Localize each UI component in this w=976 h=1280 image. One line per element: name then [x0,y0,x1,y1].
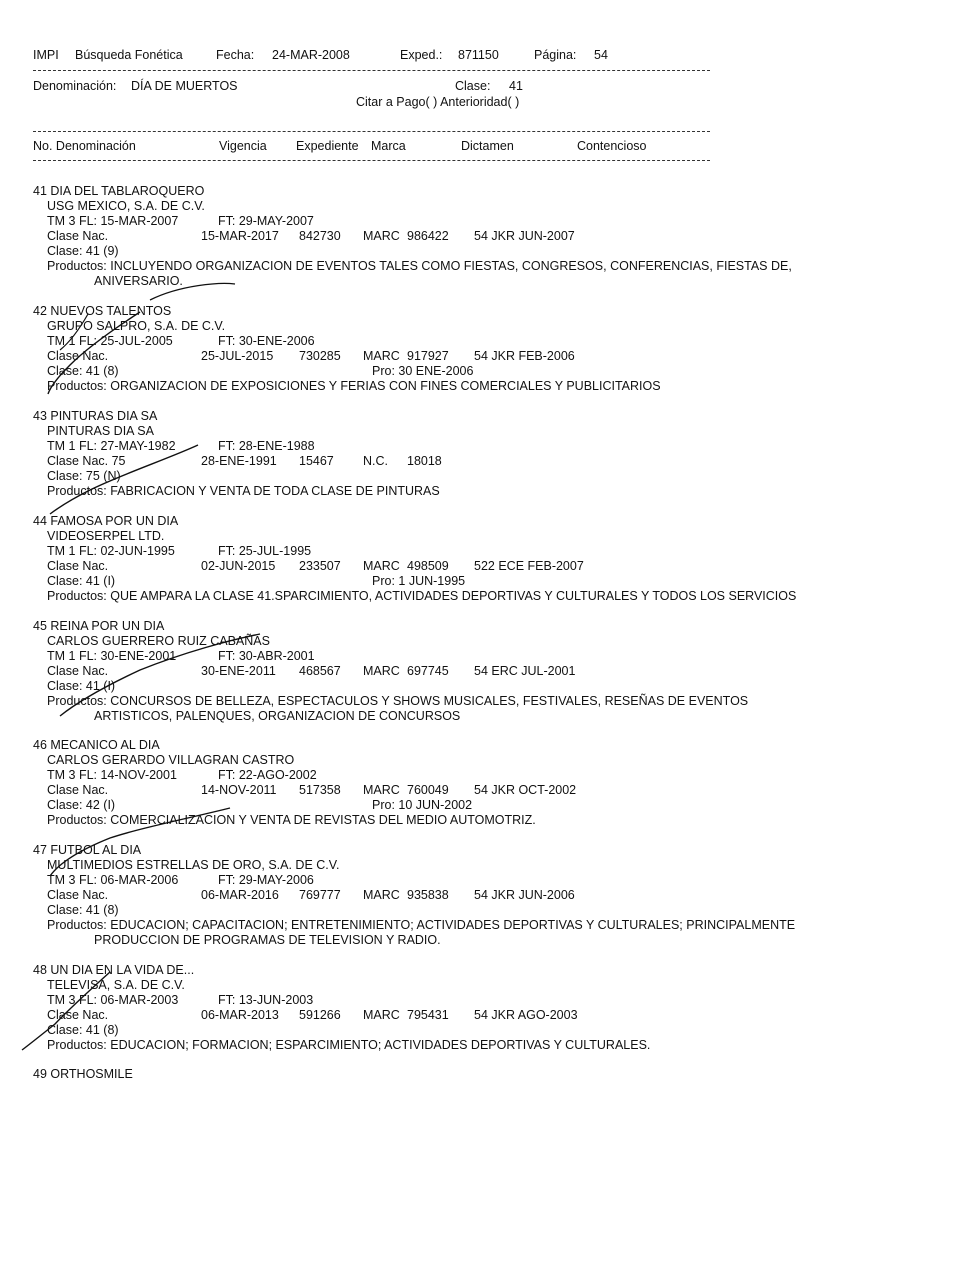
record-marca-no: 498509 [407,559,449,573]
record-expediente: 842730 [299,229,341,243]
record-dictamen: 54 JKR OCT-2002 [474,783,577,797]
record-owner: VIDEOSERPEL LTD. [47,529,165,543]
record-clase-nac: Clase Nac. [47,888,109,902]
record-pro: Pro: 10 JUN-2002 [372,798,473,812]
record-expediente: 591266 [299,1008,341,1022]
record-marca: MARC [363,664,400,678]
record-marca-no: 935838 [407,888,449,902]
record-dictamen: 54 JKR JUN-2006 [474,888,575,902]
record-expediente: 468567 [299,664,341,678]
record-marca-no: 697745 [407,664,449,678]
fecha-label: Fecha: [216,48,255,62]
denominacion-value: DÍA DE MUERTOS [131,79,238,93]
record-dictamen: 54 ERC JUL-2001 [474,664,576,678]
record-vigencia: 02-JUN-2015 [201,559,276,573]
denominacion-label: Denominación: [33,79,117,93]
record-productos: Productos: QUE AMPARA LA CLASE 41.SPARCIMIENTO, ACTIVIDADES DEPORTIVAS Y CULTURALES Y TODOS LOS SERVICIOS [47,589,797,603]
record-marca: N.C. [363,454,388,468]
citar-options: Citar a Pago( ) Anterioridad( ) [356,95,520,109]
record-clase-nac: Clase Nac. [47,229,109,243]
record-vigencia: 30-ENE-2011 [201,664,276,678]
col-expediente: Expediente [296,139,359,153]
record-clase-nac: Clase Nac. [47,783,109,797]
clase-value: 41 [509,79,523,93]
col-vigencia: Vigencia [219,139,267,153]
record-ft: FT: 28-ENE-1988 [218,439,315,453]
record-title: 44 FAMOSA POR UN DIA [33,514,179,528]
record-clase-nac: Clase Nac. [47,1008,109,1022]
record-dictamen: 54 JKR JUN-2007 [474,229,575,243]
record-productos: Productos: EDUCACION; FORMACION; ESPARCIMIENTO; ACTIVIDADES DEPORTIVAS Y CULTURALES. [47,1038,651,1052]
columns-top-divider [33,131,710,132]
record-productos: Productos: EDUCACION; CAPACITACION; ENTRETENIMIENTO; ACTIVIDADES DEPORTIVAS Y CULTURALES; PRINCIPALMENTE [47,918,796,932]
record-marca: MARC [363,349,400,363]
record-expediente: 233507 [299,559,341,573]
record-clase-nac: Clase Nac. [47,559,109,573]
record-clase: Clase: 41 (8) [47,364,119,378]
record-vigencia: 15-MAR-2017 [201,229,279,243]
record-productos: Productos: FABRICACION Y VENTA DE TODA CLASE DE PINTURAS [47,484,440,498]
clase-label: Clase: [455,79,491,93]
record-clase: Clase: 41 (I) [47,679,116,693]
record-owner: TELEVISA, S.A. DE C.V. [47,978,185,992]
record-tm-fl: TM 3 FL: 14-NOV-2001 [47,768,177,782]
record-owner: USG MEXICO, S.A. DE C.V. [47,199,205,213]
record-ft: FT: 25-JUL-1995 [218,544,312,558]
columns-bottom-divider [33,160,710,161]
record-title: 45 REINA POR UN DIA [33,619,165,633]
pagina-value: 54 [594,48,608,62]
record-productos-cont: PRODUCCION DE PROGRAMAS DE TELEVISION Y RADIO. [94,933,441,947]
fecha-value: 24-MAR-2008 [272,48,350,62]
record-clase-nac: Clase Nac. [47,349,109,363]
record-tm-fl: TM 3 FL: 06-MAR-2006 [47,873,179,887]
record-owner: CARLOS GUERRERO RUIZ CABAÑAS [47,634,270,648]
record-expediente: 769777 [299,888,341,902]
col-marca: Marca [371,139,406,153]
report-title: Búsqueda Fonética [75,48,183,62]
record-marca-no: 917927 [407,349,449,363]
record-marca-no: 760049 [407,783,449,797]
record-tm-fl: TM 3 FL: 06-MAR-2003 [47,993,179,1007]
record-clase: Clase: 75 (N) [47,469,121,483]
record-tm-fl: TM 1 FL: 02-JUN-1995 [47,544,175,558]
record-vigencia: 14-NOV-2011 [201,783,277,797]
record-owner: PINTURAS DIA SA [47,424,154,438]
record-marca: MARC [363,559,400,573]
col-denominacion: No. Denominación [33,139,136,153]
record-clase: Clase: 41 (I) [47,574,116,588]
record-ft: FT: 29-MAY-2006 [218,873,314,887]
record-ft: FT: 29-MAY-2007 [218,214,314,228]
record-clase: Clase: 41 (9) [47,244,119,258]
record-title: 42 NUEVOS TALENTOS [33,304,172,318]
record-title: 46 MECANICO AL DIA [33,738,160,752]
record-productos: Productos: INCLUYENDO ORGANIZACION DE EVENTOS TALES COMO FIESTAS, CONGRESOS, CONFERENCIAS, FIESTAS DE, [47,259,792,273]
record-ft: FT: 30-ABR-2001 [218,649,315,663]
record-title: 43 PINTURAS DIA SA [33,409,158,423]
record-productos: Productos: ORGANIZACION DE EXPOSICIONES Y FERIAS CON FINES COMERCIALES Y PUBLICITARIOS [47,379,661,393]
record-marca-no: 986422 [407,229,449,243]
record-marca: MARC [363,888,400,902]
record-marca: MARC [363,1008,400,1022]
record-marca: MARC [363,229,400,243]
record-productos-cont: ARTISTICOS, PALENQUES, ORGANIZACION DE CONCURSOS [94,709,461,723]
record-dictamen: 54 JKR AGO-2003 [474,1008,578,1022]
record-marca-no: 795431 [407,1008,449,1022]
record-vigencia: 28-ENE-1991 [201,454,277,468]
record-pro: Pro: 30 ENE-2006 [372,364,474,378]
record-dictamen: 54 JKR FEB-2006 [474,349,575,363]
last-record-title: 49 ORTHOSMILE [33,1067,133,1081]
record-clase-nac: Clase Nac. 75 [47,454,126,468]
record-title: 48 UN DIA EN LA VIDA DE... [33,963,195,977]
record-tm-fl: TM 1 FL: 30-ENE-2001 [47,649,177,663]
record-vigencia: 06-MAR-2016 [201,888,279,902]
record-tm-fl: TM 1 FL: 25-JUL-2005 [47,334,173,348]
record-expediente: 730285 [299,349,341,363]
record-clase-nac: Clase Nac. [47,664,109,678]
col-contencioso: Contencioso [577,139,647,153]
exped-label: Exped.: [400,48,443,62]
record-ft: FT: 13-JUN-2003 [218,993,314,1007]
record-productos: Productos: CONCURSOS DE BELLEZA, ESPECTACULOS Y SHOWS MUSICALES, FESTIVALES, RESEÑAS DE EVENTOS [47,694,749,708]
record-tm-fl: TM 3 FL: 15-MAR-2007 [47,214,179,228]
header-divider [33,70,710,71]
record-expediente: 517358 [299,783,341,797]
org-label: IMPI [33,48,59,62]
col-dictamen: Dictamen [461,139,514,153]
record-title: 47 FUTBOL AL DIA [33,843,142,857]
record-vigencia: 25-JUL-2015 [201,349,274,363]
record-clase: Clase: 42 (I) [47,798,116,812]
record-pro: Pro: 1 JUN-1995 [372,574,466,588]
record-owner: GRUPO SALPRO, S.A. DE C.V. [47,319,226,333]
record-clase: Clase: 41 (8) [47,1023,119,1037]
record-productos: Productos: COMERCIALIZACION Y VENTA DE REVISTAS DEL MEDIO AUTOMOTRIZ. [47,813,536,827]
record-vigencia: 06-MAR-2013 [201,1008,279,1022]
record-owner: CARLOS GERARDO VILLAGRAN CASTRO [47,753,295,767]
record-clase: Clase: 41 (8) [47,903,119,917]
record-title: 41 DIA DEL TABLAROQUERO [33,184,205,198]
record-marca-no: 18018 [407,454,442,468]
record-ft: FT: 22-AGO-2002 [218,768,317,782]
record-owner: MULTIMEDIOS ESTRELLAS DE ORO, S.A. DE C.V. [47,858,340,872]
record-marca: MARC [363,783,400,797]
record-ft: FT: 30-ENE-2006 [218,334,315,348]
record-productos-cont: ANIVERSARIO. [94,274,183,288]
record-dictamen: 522 ECE FEB-2007 [474,559,584,573]
record-tm-fl: TM 1 FL: 27-MAY-1982 [47,439,176,453]
pagina-label: Página: [534,48,577,62]
exped-value: 871150 [458,48,499,62]
record-expediente: 15467 [299,454,334,468]
